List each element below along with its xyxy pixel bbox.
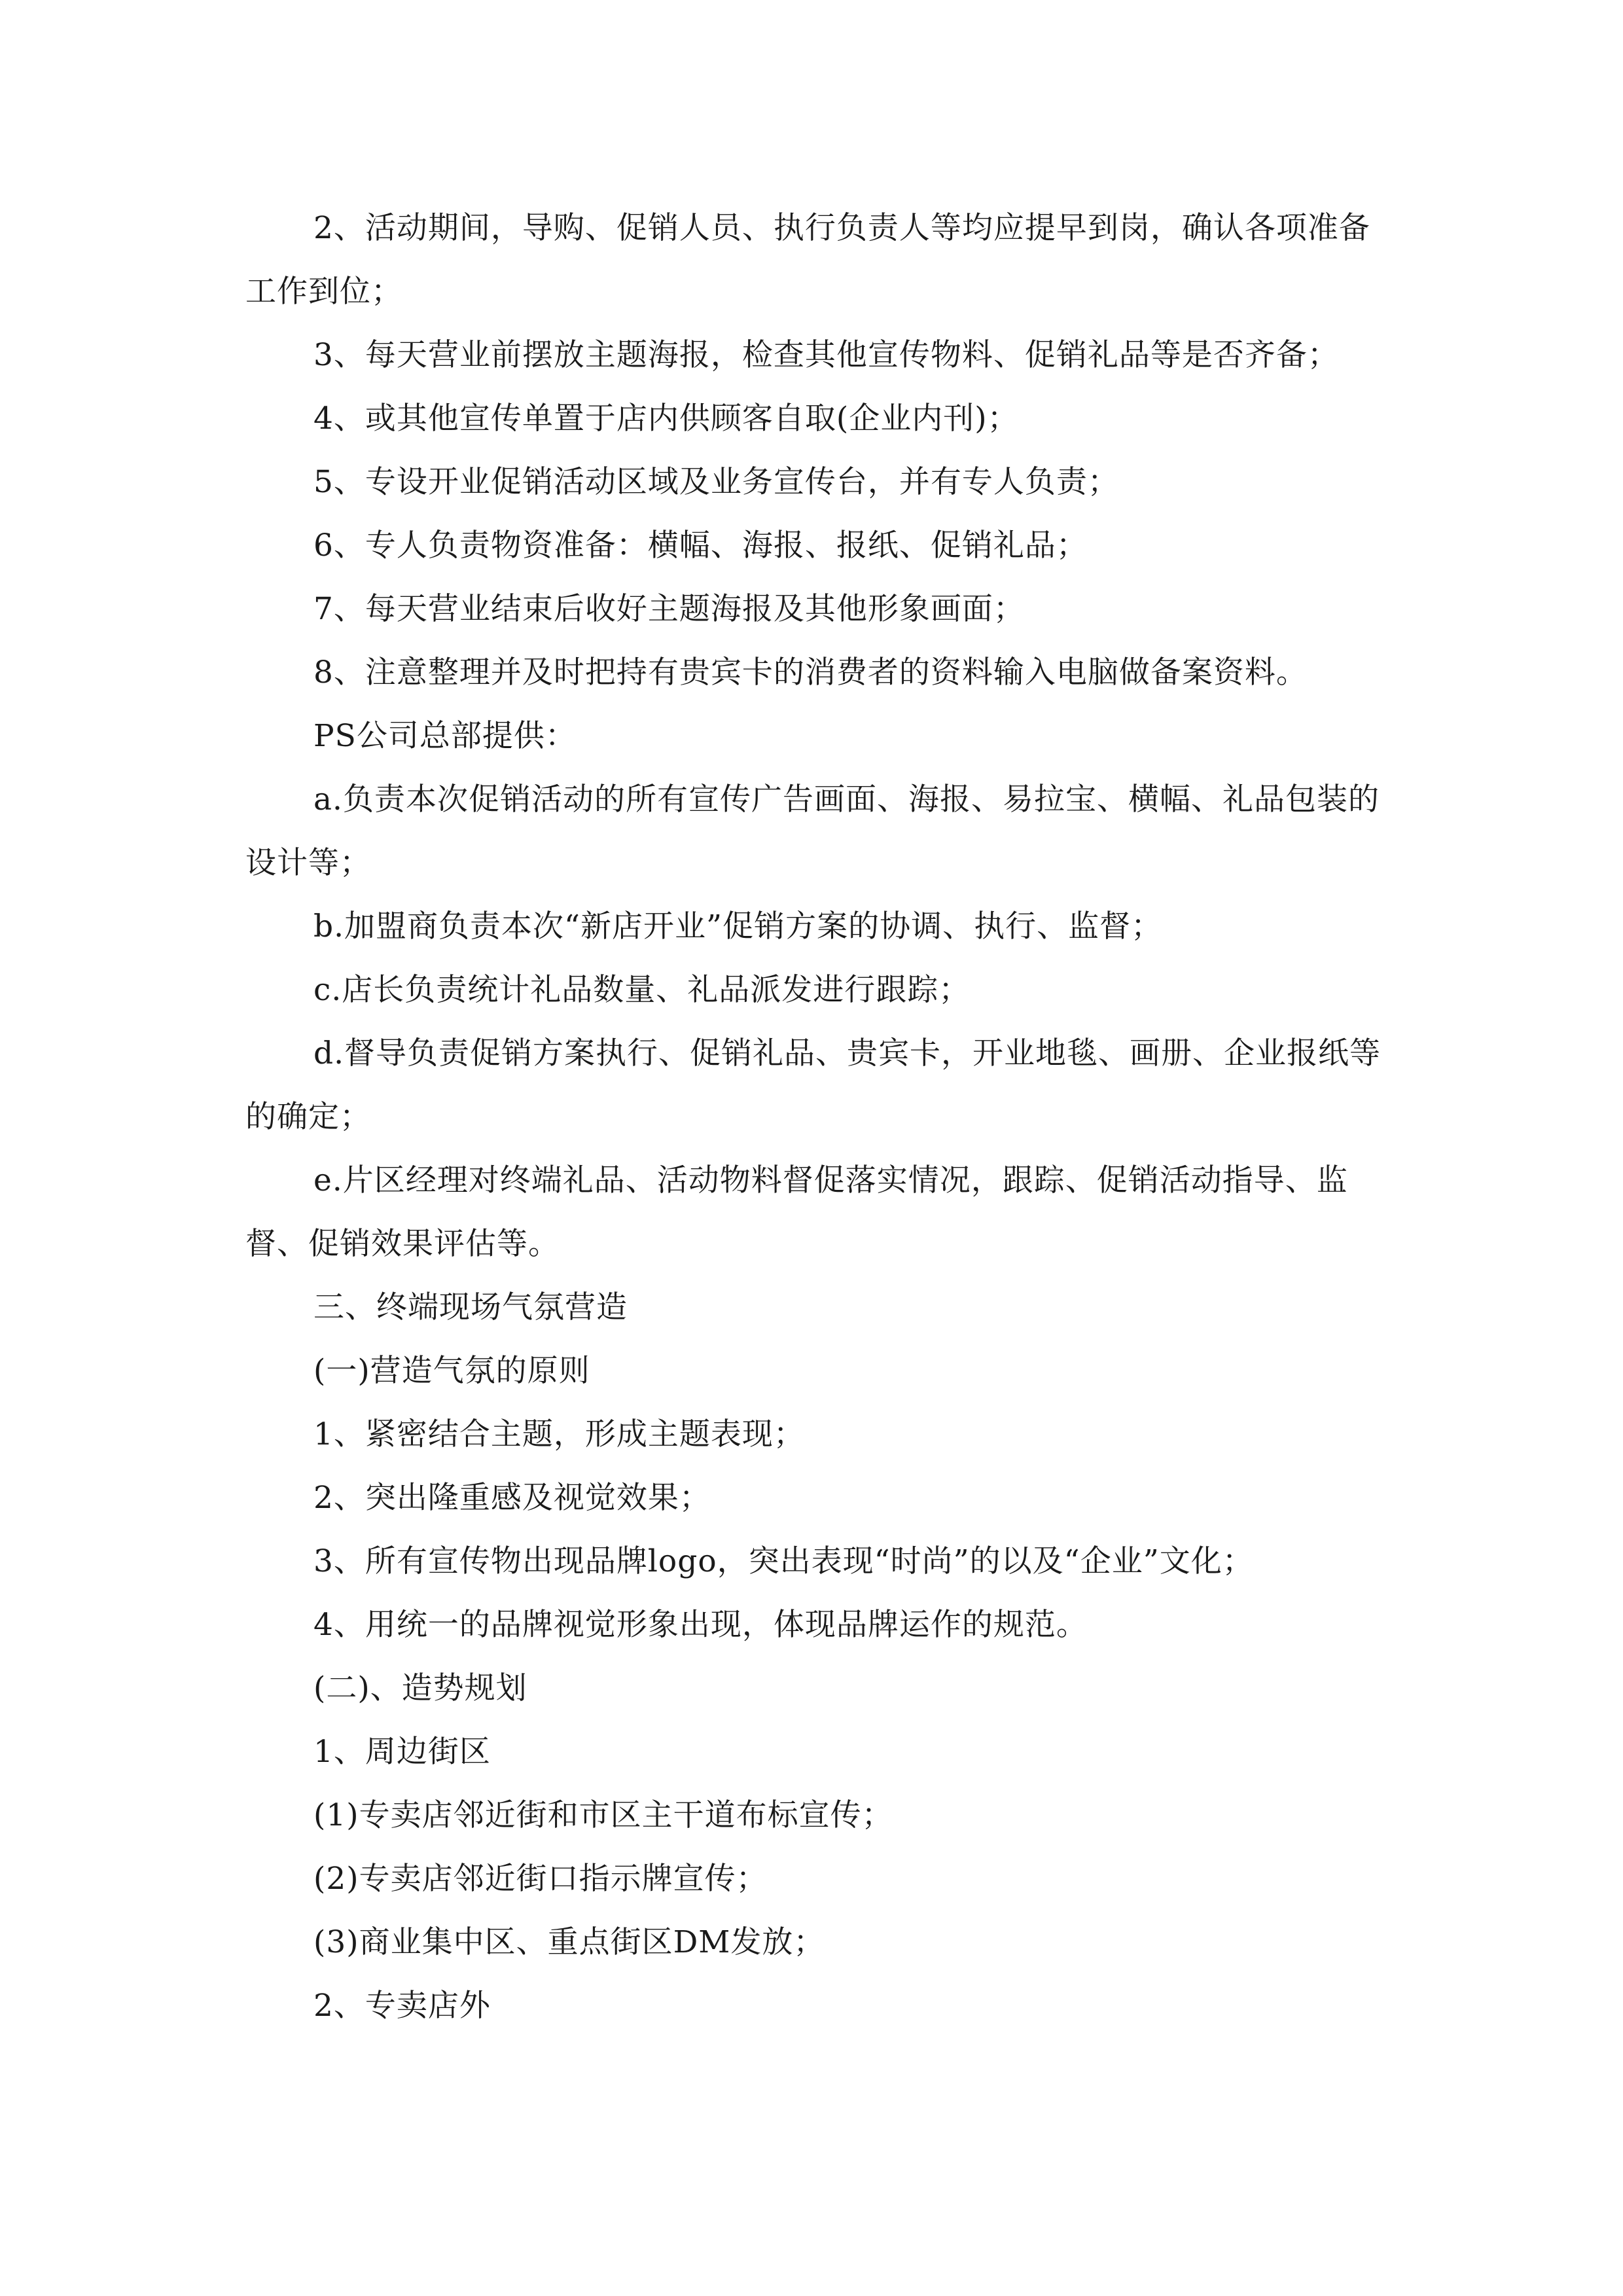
- section-heading: 三、终端现场气氛营造: [313, 1289, 628, 1325]
- paragraph: 6、专人负责物资准备：横幅、海报、报纸、促销礼品；: [313, 528, 1088, 564]
- paragraph: e.片区经理对终端礼品、活动物料督促落实情况，跟踪、促销活动指导、监督、促销效果评估等。: [245, 1162, 1348, 1262]
- paragraph: 4、或其他宣传单置于店内供顾客自取(企业内刊)；: [313, 401, 1019, 437]
- paragraph: 2、活动期间，导购、促销人员、执行负责人等均应提早到岗，确认各项准备工作到位；: [245, 210, 1370, 310]
- paragraph: 1、周边街区: [313, 1734, 491, 1770]
- paragraph: d.督导负责促销方案执行、促销礼品、贵宾卡，开业地毯、画册、企业报纸等的确定；: [245, 1035, 1382, 1135]
- paragraph: c.店长负责统计礼品数量、礼品派发进行跟踪；: [313, 972, 971, 1008]
- paragraph: (2)专卖店邻近街口指示牌宣传；: [313, 1861, 768, 1897]
- paragraph: 2、专卖店外: [313, 1988, 491, 2024]
- paragraph: 3、所有宣传物出现品牌logo，突出表现“时尚”的以及“企业”文化；: [313, 1543, 1254, 1579]
- paragraph: 5、专设开业促销活动区域及业务宣传台，并有专人负责；: [313, 464, 1119, 500]
- section-label: PS公司总部提供：: [313, 718, 577, 754]
- paragraph: (1)专卖店邻近街和市区主干道布标宣传；: [313, 1797, 893, 1833]
- paragraph: 2、突出隆重感及视觉效果；: [313, 1480, 711, 1516]
- subsection-heading: (二)、造势规划: [313, 1670, 527, 1706]
- paragraph: 3、每天营业前摆放主题海报，检查其他宣传物料、促销礼品等是否齐备；: [313, 337, 1339, 373]
- paragraph: 8、注意整理并及时把持有贵宾卡的消费者的资料输入电脑做备案资料。: [313, 655, 1308, 691]
- paragraph: 7、每天营业结束后收好主题海报及其他形象画面；: [313, 591, 1025, 627]
- subsection-heading: (一)营造气氛的原则: [313, 1353, 590, 1389]
- paragraph: (3)商业集中区、重点街区DM发放；: [313, 1924, 825, 1960]
- paragraph: b.加盟商负责本次“新店开业”促销方案的协调、执行、监督；: [313, 908, 1163, 944]
- paragraph: a.负责本次促销活动的所有宣传广告画面、海报、易拉宝、横幅、礼品包装的设计等；: [245, 781, 1380, 881]
- paragraph: 4、用统一的品牌视觉形象出现，体现品牌运作的规范。: [313, 1607, 1088, 1643]
- document-body: [245, 196, 1384, 2037]
- paragraph: 1、紧密结合主题，形成主题表现；: [313, 1416, 805, 1452]
